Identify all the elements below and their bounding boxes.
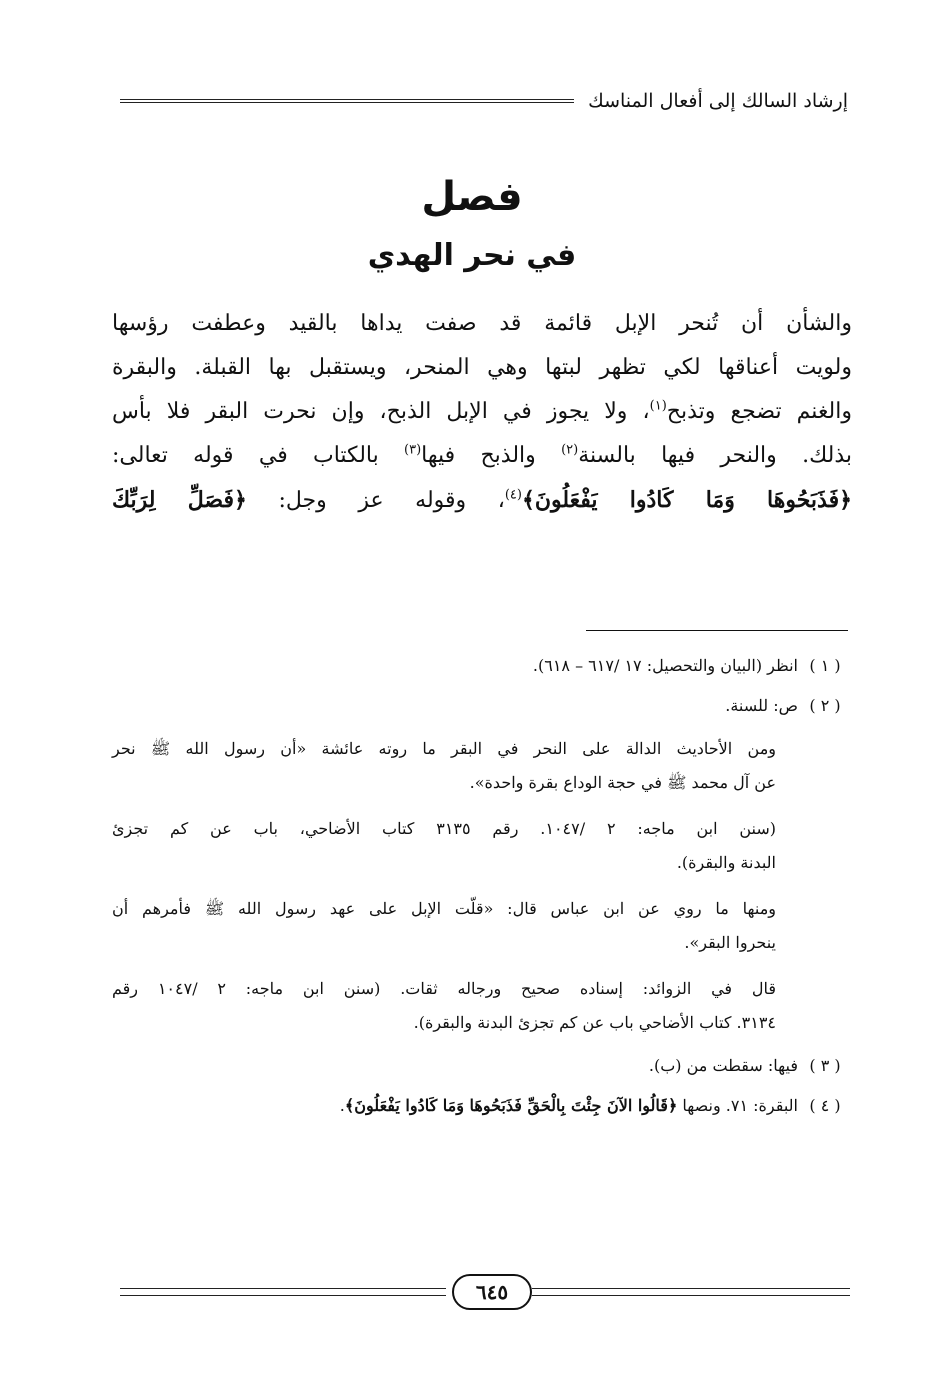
running-title: إرشاد السالك إلى أفعال المناسك: [588, 90, 848, 112]
body-line-5: [112, 478, 852, 523]
footnote-ref-4[interactable]: (٤): [504, 487, 522, 503]
footnote-ref-2[interactable]: (٢): [561, 442, 579, 458]
note-line: ومنها ما روي عن ابن عباس قال: «قلّت الإبل على عهد رسول الله ﷺ فأمرهم أن: [112, 899, 777, 918]
footnote-number: ( ٢ ): [809, 696, 841, 715]
note-line: ٣١٣٤. كتاب الأضاحي باب عن كم تجزئ البدنة والبقرة).: [413, 1013, 776, 1032]
footnote-text-segment: البقرة: ٧١. ونصها: [677, 1096, 798, 1115]
footnote-ref-1[interactable]: (١): [649, 398, 667, 414]
quran-verse: ﴿فَصَلِّ لِرَبِّكَ: [112, 487, 247, 513]
quran-verse: ﴿فَذَبَحُوهَا وَمَا كَادُوا يَفْعَلُونَ﴾: [521, 487, 852, 513]
footnote-number: ( ١ ): [809, 656, 841, 675]
footnote-text: [112, 1092, 798, 1120]
body-line-4: [112, 434, 852, 478]
body-line-1: والشأن أن تُنحر الإبل قائمة قد صفت يداها بالقيد وعطفت رؤسها: [112, 311, 852, 336]
page-number-rule-left: [120, 1288, 446, 1296]
body-text-segment: والغنم تضجع وتذبح: [666, 399, 852, 424]
footnote-note: [112, 972, 776, 1040]
footnote-ref-3[interactable]: (٣): [404, 442, 422, 458]
body-line-3: [112, 390, 852, 434]
body-text-segment: ، ولا يجوز في الإبل الذبح، وإن نحرت البقر فلا بأس: [112, 399, 650, 424]
page-number-rule-right: [532, 1288, 850, 1296]
footnote-number: ( ٤ ): [809, 1096, 841, 1115]
body-text-segment: ، وقوله عز وجل:: [246, 488, 505, 513]
footnote-separator: [586, 630, 848, 631]
quran-verse: ﴿قَالُوا الآنَ جِئْتَ بِالْحَقِّ فَذَبَحُوهَا وَمَا كَادُوا يَفْعَلُونَ﴾: [344, 1096, 678, 1115]
footnote-text: فيها: سقطت من (ب).: [648, 1056, 798, 1075]
footnote-note: [112, 892, 776, 960]
footnote-text-segment: .: [339, 1096, 345, 1115]
note-line: عن آل محمد ﷺ في حجة الوداع بقرة واحدة».: [469, 773, 776, 792]
footnote-4: [112, 1092, 852, 1120]
note-line: ومن الأحاديث الدالة على النحر في البقر ما روته عائشة «أن رسول الله ﷺ نحر: [112, 739, 776, 758]
body-text-segment: بذلك. والنحر فيها بالسنة: [578, 443, 852, 468]
page-number: ٦٤٥: [452, 1274, 532, 1310]
body-line-2: ولويت أعناقها لكي تظهر لبتها وهي المنحر، ويستقبل بها القبلة. والبقرة: [112, 355, 852, 380]
note-line: قال في الزوائد: إسناده صحيح ورجاله ثقات. (سنن ابن ماجه: ٢ /١٠٤٧ رقم: [112, 979, 777, 998]
footnote-note: [112, 732, 776, 800]
running-header: [120, 88, 848, 114]
body-text-segment: والذبح فيها: [421, 443, 562, 468]
body-text-segment: بالكتاب في قوله تعالى:: [112, 443, 405, 468]
footnote-3: [112, 1052, 852, 1080]
footnotes-section: [112, 652, 852, 1132]
header-double-rule: [120, 99, 574, 103]
footnote-1: [112, 652, 852, 680]
body-paragraph: [112, 302, 852, 523]
note-line: ينحروا البقر».: [684, 933, 776, 952]
footnote-text: انظر (البيان والتحصيل: ١٧ /٦١٧ – ٦١٨).: [532, 656, 798, 675]
footnote-note: [112, 812, 776, 880]
page-number-block: [120, 1272, 850, 1316]
footnote-text: ص: للسنة.: [725, 696, 798, 715]
section-subtitle: في نحر الهدي: [367, 238, 577, 273]
note-line: البدنة والبقرة).: [676, 853, 776, 872]
footnote-2: [112, 692, 852, 720]
footnote-number: ( ٣ ): [809, 1056, 841, 1075]
section-title: فصل: [421, 174, 523, 220]
note-line: (سنن ابن ماجه: ٢ /١٠٤٧. رقم ٣١٣٥ كتاب الأضاحي، باب عن كم تجزئ: [112, 819, 777, 838]
